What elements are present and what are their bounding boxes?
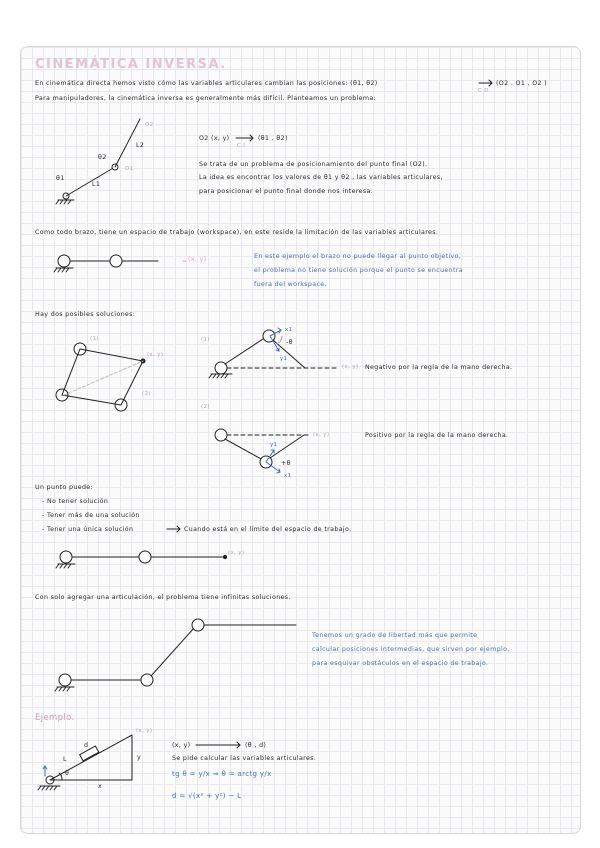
diagram1-text-1: Se trata de un problema de posicionamiento del punto final (O2). [199, 161, 428, 168]
diagram1-text-2: La idea es encontrar los valores de θ1 y θ2 , las variables articulares, [199, 174, 443, 181]
intro-line-2: Para manipuladores, la cinemática inversa es generalmente más difícil. Planteamos un problema: [35, 95, 377, 102]
arrow-example [196, 742, 240, 748]
sol1-text: Negativo por la regla de la mano derecha. [365, 364, 513, 371]
example-label-l: L [63, 756, 67, 763]
example-label-x: x [98, 783, 103, 790]
sol2-angle: +θ [281, 460, 291, 467]
sol2-text: Positivo por la regla de la mano derecha. [365, 432, 509, 439]
solution-left-point: (x, y) [147, 352, 164, 358]
label-o2: O2 [145, 122, 154, 128]
case-1: - No tener solución [42, 498, 109, 505]
example-label-point: (x, y) [136, 728, 153, 734]
arm-example [38, 735, 132, 790]
sol2-tag: (2) [201, 404, 210, 410]
example-eq: (x, y) [172, 742, 191, 749]
arm-unique [56, 551, 227, 568]
sol1-tag: (1) [201, 337, 210, 343]
sol1-y1: y1 [280, 356, 288, 362]
example-line: Se pide calcular las variables articulares. [172, 755, 317, 762]
example-label-theta: θ [65, 770, 70, 777]
diagram1-text-3: para posicionar el punto final donde nos interesa. [199, 188, 374, 195]
extra-joint-note-2: calcular posiciones intermedias, que sirven por ejemplo, [312, 646, 510, 653]
label-l1: L1 [92, 181, 101, 188]
sol2-y1: y1 [270, 442, 278, 448]
arrow-ci [236, 135, 253, 141]
case-3-note: Cuando está en el límite del espacio de trabajo. [184, 526, 352, 533]
sol1-point: (x, y) [342, 364, 359, 370]
ci-equation: O2 (x, y) [199, 135, 230, 142]
ci-label: C.I [237, 143, 246, 149]
arrow-case-3 [167, 526, 180, 532]
page-title: CINEMÁTICA INVERSA. [35, 57, 227, 72]
case-2: - Tener más de una solución [42, 512, 140, 519]
arm-workspace [54, 255, 186, 272]
example-formula-2: d = √(x² + y²) − L [172, 792, 242, 800]
two-solutions-left [56, 343, 145, 411]
workspace-heading: Como todo brazo, tiene un espacio de trabajo (workspace), en este reside la limitación de las variables articulares. [35, 229, 439, 236]
intro-line-1: En cinemática directa hemos visto cómo las variables articulares cambian las posiciones: (θ1, θ2) [35, 80, 378, 87]
example-heading: Ejemplo. [35, 713, 75, 723]
cases-heading: Un punto puede: [35, 484, 94, 491]
arm-solution-1 [209, 328, 338, 378]
label-theta2: θ2 [98, 154, 107, 161]
cases-point: (x, y) [228, 550, 245, 556]
arm-diagram-1 [56, 119, 140, 204]
label-l2: L2 [136, 142, 145, 149]
cd-label: C.D [478, 88, 489, 94]
example-label-y: y [137, 754, 142, 761]
solution-left-1: (1) [90, 336, 99, 342]
workspace-note-3: fuera del workspace. [254, 281, 327, 288]
arrow-cd [479, 80, 492, 86]
label-o1: O1 [125, 166, 134, 172]
sol1-angle: -θ [286, 339, 293, 346]
ci-result: (θ1 , θ2) [258, 135, 288, 142]
example-formula-1: tg θ = y/x ⇒ θ = arctg y/x [172, 770, 272, 778]
sol2-point: (x, y) [313, 432, 330, 438]
intro-result: (O2 . O1 , O2 ) [496, 80, 548, 87]
solution-left-2: (2) [142, 391, 151, 397]
label-theta1: θ1 [56, 175, 65, 182]
workspace-note-2: el problema no tiene solución porque el punto se encuentra [254, 267, 463, 274]
workspace-note-1: En este ejemplo el brazo no puede llegar al punto objetivo, [254, 253, 462, 260]
sol2-x1: x1 [284, 473, 292, 479]
extra-joint-note-1: Tenemos un grado de libertad más que permite [312, 632, 478, 639]
example-eq-result: (θ , d) [245, 742, 267, 749]
sol1-x1: x1 [285, 327, 293, 333]
arm-three-link [55, 619, 296, 691]
workspace-point: (x, y) [188, 256, 207, 263]
extra-joint-heading: Con solo agregar una articulación, el problema tiene infinitas soluciones. [35, 594, 291, 601]
extra-joint-note-3: para esquivar obstáculos en el espacio de trabajo. [312, 660, 489, 667]
case-3: - Tener una única solución [42, 526, 134, 533]
solutions-heading: Hay dos posibles soluciones: [35, 311, 136, 318]
example-label-d: d [84, 742, 89, 749]
arm-solution-2 [215, 429, 310, 473]
